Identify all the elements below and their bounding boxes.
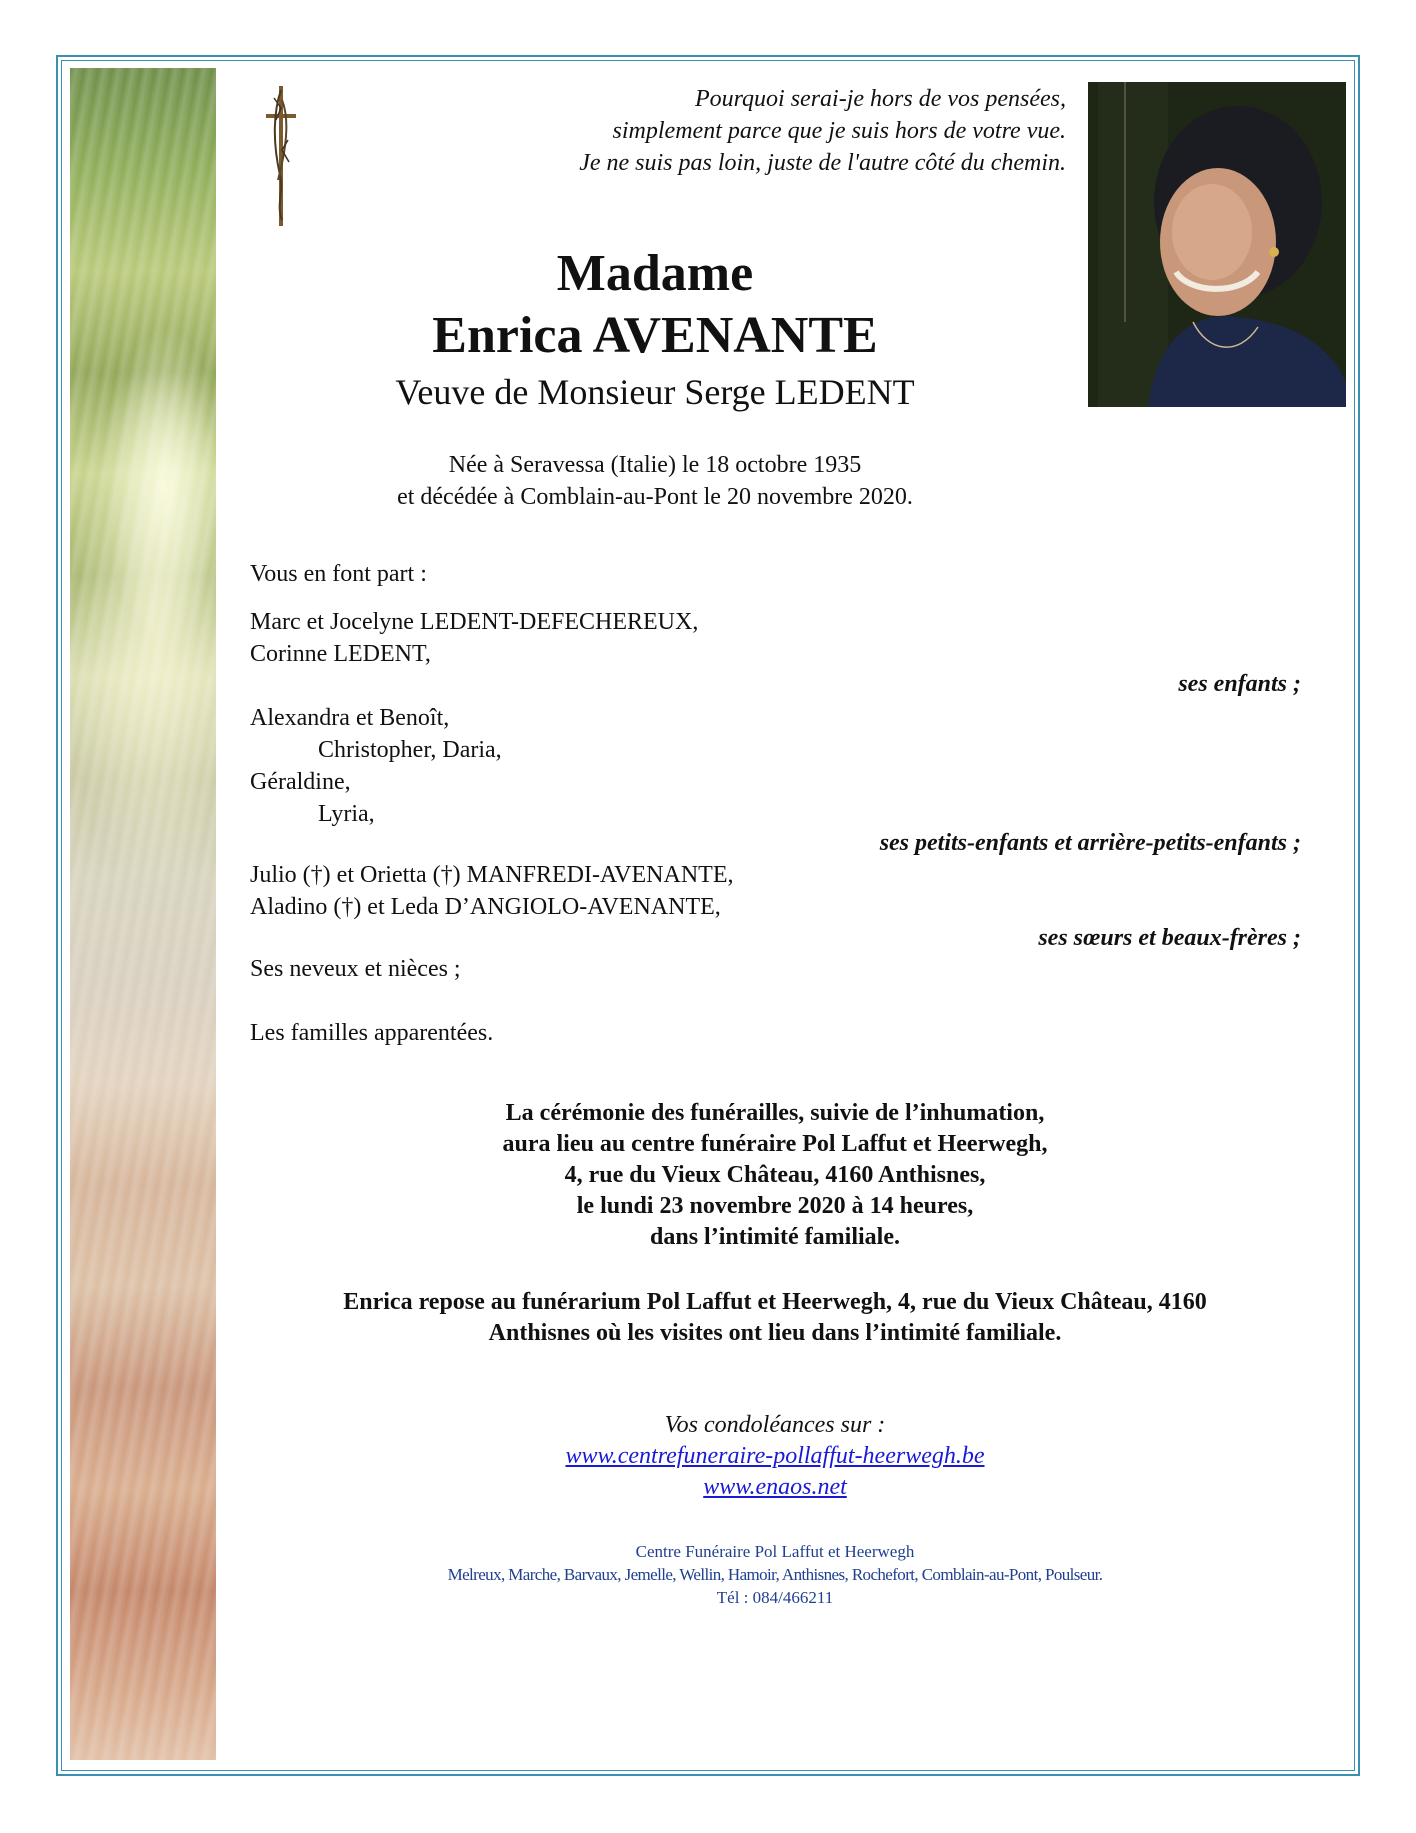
deceased-name: Enrica AVENANTE — [432, 307, 878, 364]
grandchildren-role: ses petits-enfants et arrière-petits-enfants ; — [879, 830, 1301, 856]
siblings-list — [250, 859, 733, 923]
list-item: Corinne LEDENT, — [250, 641, 431, 667]
announcement-intro: Vous en font part : — [250, 561, 427, 587]
birth-line: Née à Seravessa (Italie) le 18 octobre 1935 — [448, 452, 862, 478]
poem-line: simplement parce que je suis hors de votre vue. — [612, 118, 1066, 144]
children-role: ses enfants ; — [1178, 671, 1301, 697]
birth-death-dates — [330, 449, 980, 513]
visitation-line: Enrica repose au funérarium Pol Laffut et Heerwegh, 4, rue du Vieux Château, 4160 — [343, 1289, 1207, 1315]
children-list — [250, 606, 698, 670]
enaos-link[interactable]: www.enaos.net — [703, 1474, 847, 1500]
portrait-photo — [1088, 82, 1346, 407]
funeral-center-locations: Melreux, Marche, Barvaux, Jemelle, Wellin, Hamoir, Anthisnes, Rochefort, Comblain-au-Pont, Poulseur. — [447, 1565, 1103, 1584]
deceased-title — [330, 243, 980, 367]
ceremony-line: aura lieu au centre funéraire Pol Laffut et Heerwegh, — [502, 1131, 1048, 1157]
grandchildren-list — [250, 702, 502, 830]
visitation-details — [250, 1287, 1300, 1349]
ceremony-line: dans l’intimité familiale. — [650, 1224, 900, 1250]
widow-of: Veuve de Monsieur Serge LEDENT — [395, 372, 915, 412]
list-item: Marc et Jocelyne LEDENT-DEFECHEREUX, — [250, 609, 699, 635]
families-line: Les familles apparentées. — [250, 1020, 494, 1046]
list-item: Géraldine, — [250, 769, 351, 795]
poem-line: Je ne suis pas loin, juste de l'autre côté du chemin. — [579, 150, 1066, 176]
funeral-center-phone: Tél : 084/466211 — [716, 1588, 834, 1607]
list-item: Aladino (†) et Leda D’ANGIOLO-AVENANTE, — [250, 894, 721, 920]
list-item: Lyria, — [318, 801, 375, 827]
list-item: Alexandra et Benoît, — [250, 705, 450, 731]
condolences-label: Vos condoléances sur : — [664, 1412, 886, 1438]
list-item: Julio (†) et Orietta (†) MANFREDI-AVENANTE, — [250, 862, 734, 888]
condolences — [250, 1410, 1300, 1503]
poem-line: Pourquoi serai-je hors de vos pensées, — [694, 86, 1066, 112]
ceremony-details — [250, 1098, 1300, 1253]
nephews-line: Ses neveux et nièces ; — [250, 956, 461, 982]
ceremony-line: le lundi 23 novembre 2020 à 14 heures, — [576, 1193, 974, 1219]
list-item: Christopher, Daria, — [318, 737, 502, 763]
portrait-figure — [1088, 82, 1346, 407]
funeral-center-link[interactable]: www.centrefuneraire-pollaffut-heerwegh.be — [565, 1443, 985, 1469]
death-line: et décédée à Comblain-au-Pont le 20 novembre 2020. — [397, 484, 913, 510]
siblings-role: ses sœurs et beaux-frères ; — [1038, 925, 1301, 951]
ceremony-line: La cérémonie des funérailles, suivie de l’inhumation, — [505, 1100, 1045, 1126]
visitation-line: Anthisnes où les visites ont lieu dans l’intimité familiale. — [488, 1320, 1062, 1346]
footer — [250, 1540, 1300, 1609]
crucifix-icon — [262, 80, 302, 230]
poem — [579, 83, 1066, 179]
salutation: Madame — [556, 245, 754, 302]
ceremony-line: 4, rue du Vieux Château, 4160 Anthisnes, — [564, 1162, 986, 1188]
forest-path-photo — [70, 68, 216, 1760]
funeral-center-name: Centre Funéraire Pol Laffut et Heerwegh — [635, 1542, 915, 1561]
